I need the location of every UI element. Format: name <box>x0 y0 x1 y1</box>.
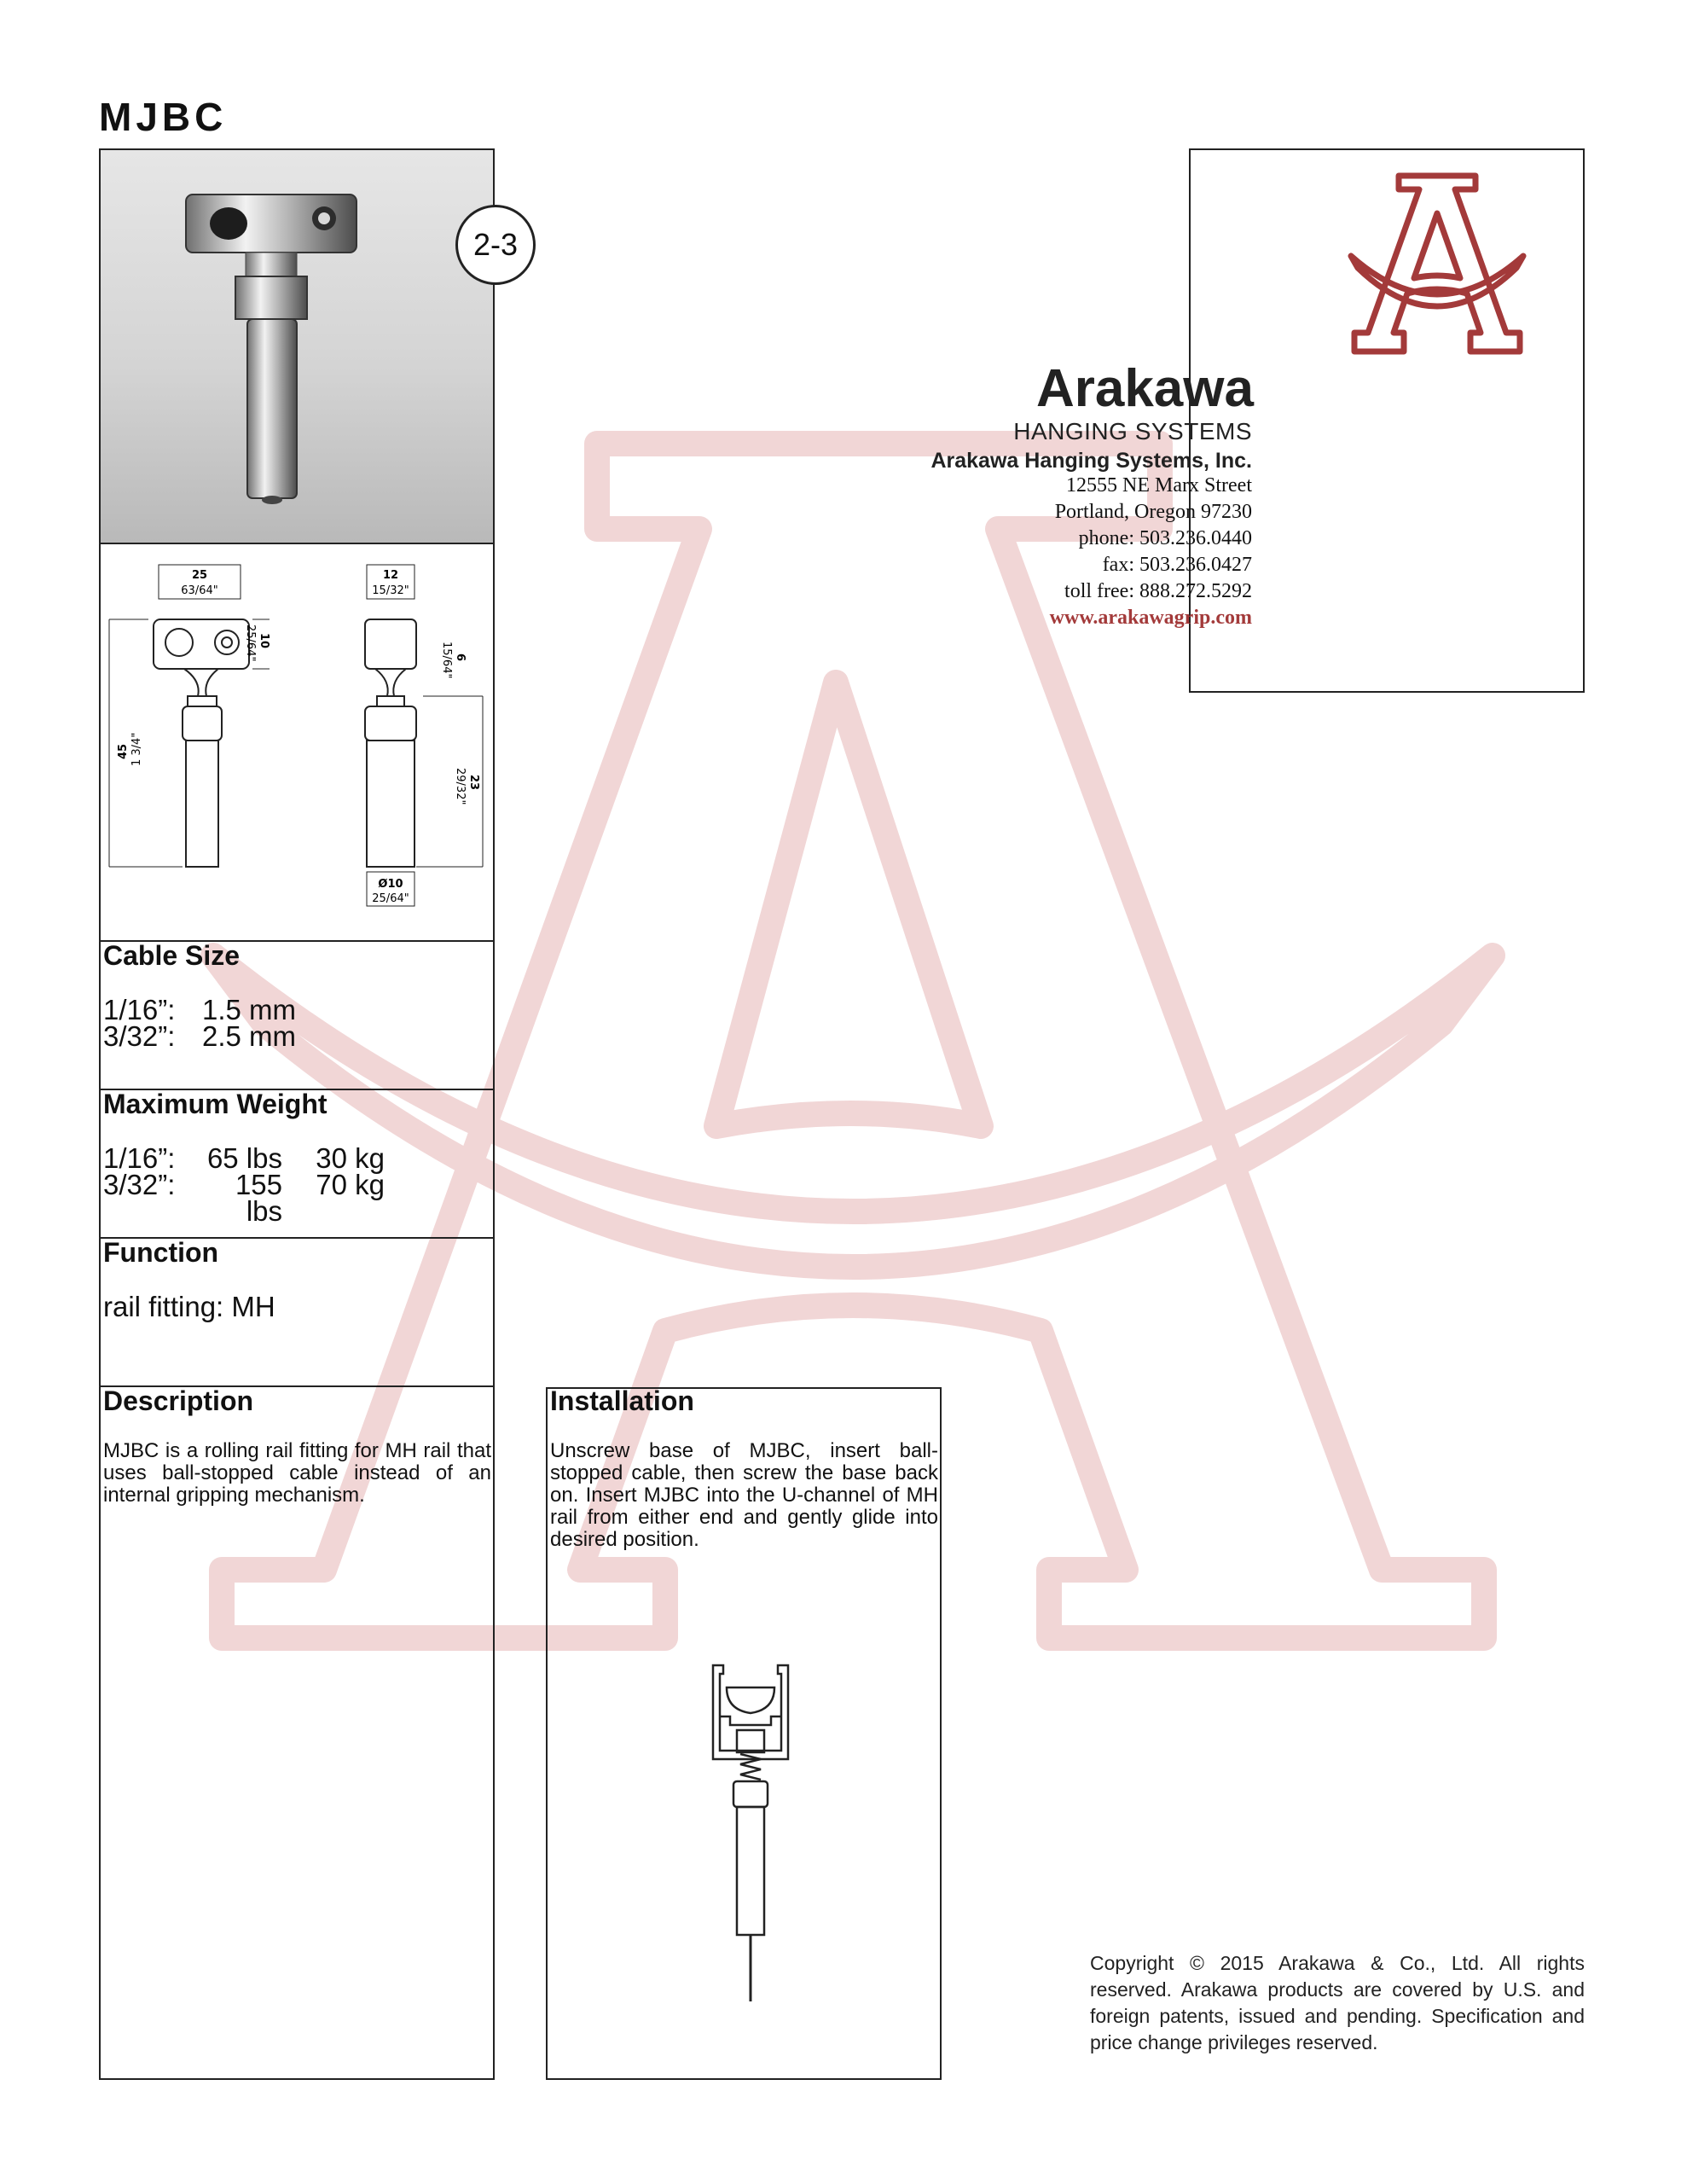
arakawa-logo-icon <box>1348 171 1527 358</box>
max-weight-row <box>103 1169 385 1227</box>
copyright-notice: Copyright © 2015 Arakawa & Co., Ltd. All rights reserved. Arakawa products are covered by U.S. and foreign patents, issued and pending. Specification and price change privileges reserved. <box>1090 1952 1585 2053</box>
cable-size-row <box>103 1020 297 1052</box>
max-weight-list <box>103 1142 385 1227</box>
brand-tagline: HANGING SYSTEMS <box>1013 418 1252 444</box>
company-name: Arakawa Hanging Systems, Inc. <box>930 449 1252 473</box>
company-street: 12555 NE Marx Street <box>1066 474 1252 497</box>
max-weight-kg: 30 kg <box>316 1142 385 1174</box>
company-phone: phone: 503.236.0440 <box>1078 527 1252 549</box>
divider <box>99 543 495 544</box>
company-fax: fax: 503.236.0427 <box>1102 554 1252 576</box>
dim-total-height-mm: 45 <box>117 743 130 759</box>
dim-head-height-in: 25/64" <box>244 624 257 662</box>
dim-diameter-mm: Ø10 <box>378 878 403 891</box>
dim-diameter-in: 25/64" <box>372 892 409 905</box>
function-text: rail fitting: MH <box>103 1291 275 1322</box>
cable-size-value: 1.5 mm <box>202 994 297 1025</box>
product-photo <box>101 150 493 543</box>
dim-side-width-in: 15/32" <box>372 584 409 597</box>
max-weight-label: 1/16”: <box>103 1142 176 1174</box>
max-weight-heading: Maximum Weight <box>103 1089 328 1119</box>
company-website-link[interactable]: www.arakawagrip.com <box>1049 607 1252 629</box>
function-heading: Function <box>103 1237 219 1268</box>
max-weight-lbs: 65 lbs <box>206 1142 282 1174</box>
cable-size-label: 3/32”: <box>103 1020 176 1052</box>
cable-size-value: 2.5 mm <box>202 1020 297 1052</box>
page-title: MJBC <box>99 95 228 139</box>
description-heading: Description <box>103 1385 254 1416</box>
dim-thread-mm: 6 <box>454 653 467 662</box>
fitting-head-side <box>365 619 416 669</box>
dim-total-height-in: 1 3/4" <box>130 732 143 766</box>
installation-diagram <box>699 1657 802 2007</box>
dim-head-height-mm: 10 <box>258 633 270 649</box>
cable-size-label: 1/16”: <box>103 994 176 1025</box>
company-city: Portland, Oregon 97230 <box>1054 501 1252 523</box>
size-badge: 2-3 <box>455 205 536 285</box>
brand-name: Arakawa <box>1035 359 1254 418</box>
cable-size-heading: Cable Size <box>103 940 241 971</box>
dim-side-width-mm: 12 <box>382 569 399 582</box>
fitting-head-front <box>154 619 249 669</box>
technical-drawing <box>101 546 493 938</box>
max-weight-row <box>103 1142 385 1174</box>
cable-size-row <box>103 996 296 1023</box>
max-weight-kg: 70 kg <box>316 1169 385 1200</box>
company-toll-free: toll free: 888.272.5292 <box>1064 580 1252 602</box>
mjbc-fitting-image <box>101 150 493 543</box>
dim-body-height-mm: 23 <box>467 775 480 791</box>
dim-front-width-in: 63/64" <box>181 584 218 597</box>
dim-body-height-in: 29/32" <box>454 768 467 805</box>
installation-heading: Installation <box>550 1385 694 1416</box>
dim-thread-in: 15/64" <box>440 642 453 679</box>
installation-text: Unscrew base of MJBC, insert ball-stopped cable, then screw the base back on. Insert MJBC into the U-channel of MH rail from either end and gently glide into desired position. <box>550 1439 938 1551</box>
max-weight-lbs: 155 lbs <box>235 1169 282 1227</box>
max-weight-label: 3/32”: <box>103 1169 176 1200</box>
cable-size-list <box>103 994 297 1052</box>
description-text: MJBC is a rolling rail fitting for MH rail that uses ball-stopped cable instead of an internal gripping mechanism. <box>103 1439 491 1507</box>
dim-front-width-mm: 25 <box>191 569 208 582</box>
